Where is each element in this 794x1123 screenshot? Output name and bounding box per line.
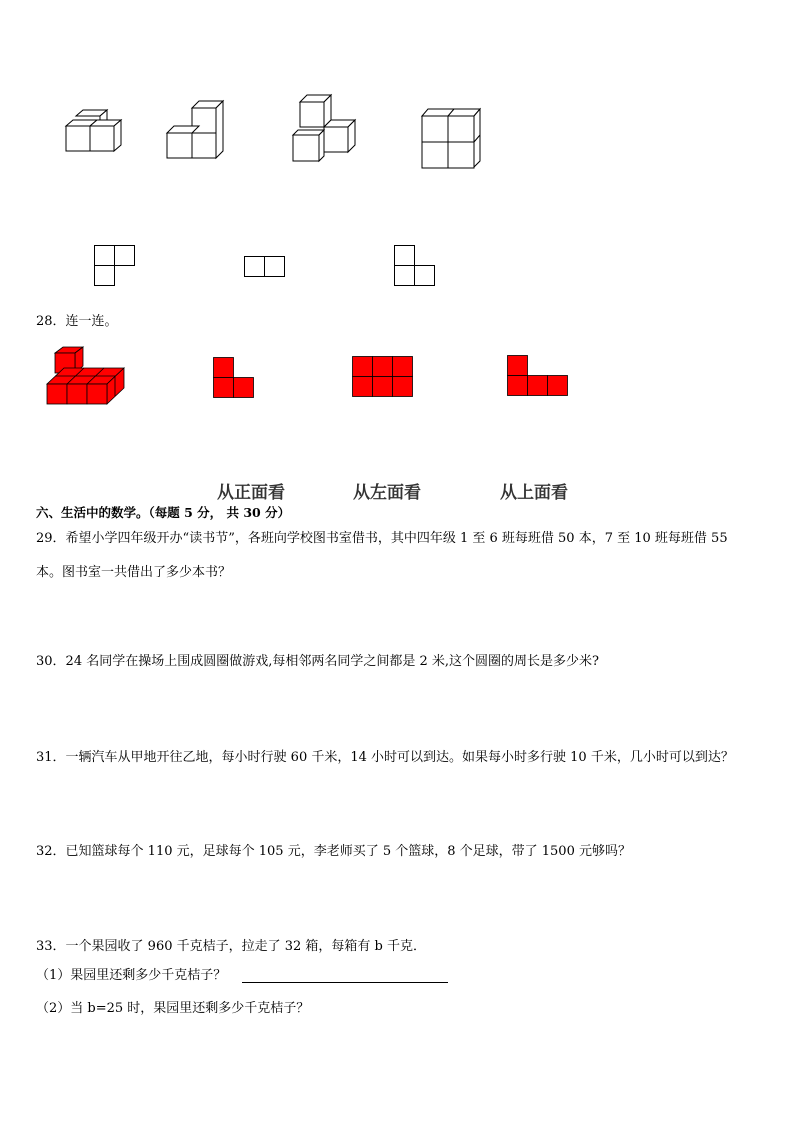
q29-line2: 本。图书室一共借出了多少本书？ (36, 565, 232, 580)
view-shape-1 (94, 245, 139, 290)
q33-text: 33．一个果园收了 960 千克桔子，拉走了 32 箱，每箱有 b 千克． (36, 939, 427, 954)
red-view-3 (507, 355, 569, 399)
view-shape-3 (394, 245, 439, 290)
label-top-view: 从上面看 (500, 483, 568, 503)
q30-text: 30．24 名同学在操场上围成圆圈做游戏,每相邻两名同学之间都是 2 米,这个圆圈的周长是多少米? (36, 654, 599, 669)
q31-text: 31．一辆汽车从甲地开往乙地，每小时行驶 60 千米，14 小时可以到达。如果每小时多行驶 10 千米，几小时可以到达？ (36, 750, 734, 765)
cube-figure-2 (162, 98, 232, 163)
section6-title: 六、生活中的数学。（每题 5 分， 共 30 分） (36, 505, 291, 520)
red-cube-figure (46, 346, 126, 406)
q28-title: 28．连一连。 (36, 314, 118, 329)
label-front-view: 从正面看 (217, 483, 285, 503)
view-shape-2 (244, 256, 289, 281)
label-left-view: 从左面看 (353, 483, 421, 503)
red-view-1 (213, 357, 258, 402)
cube-figure-4 (418, 104, 488, 170)
q33-sub2: （2）当 b=25 时，果园里还剩多少千克桔子？ (36, 1001, 310, 1016)
cube-figure-3 (290, 92, 365, 164)
q32-text: 32．已知篮球每个 110 元，足球每个 105 元，李老师买了 5 个篮球，8 个足球，带了 1500 元够吗？ (36, 844, 631, 859)
cube-figure-1 (60, 110, 130, 160)
q33-answer-blank[interactable] (242, 968, 448, 983)
q33-sub1: （1）果园里还剩多少千克桔子？ (36, 968, 227, 983)
q29-line1: 29．希望小学四年级开办“读书节”，各班向学校图书室借书，其中四年级 1 至 6 班每班借 50 本，7 至 10 班每班借 55 (36, 531, 728, 546)
red-view-2 (352, 356, 414, 400)
